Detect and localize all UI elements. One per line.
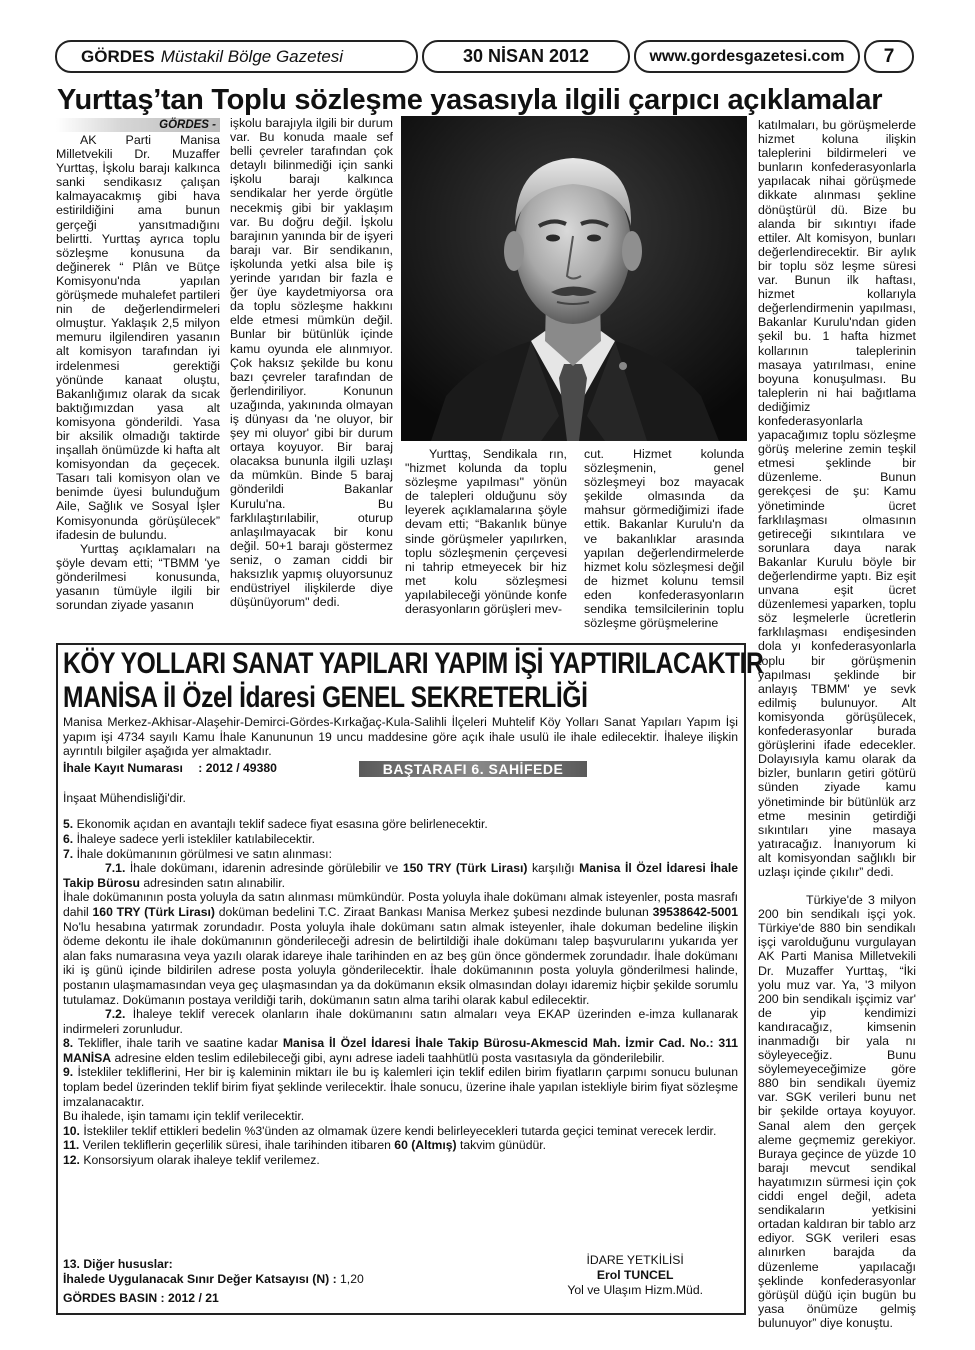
tender-item: 10. İstekliler teklif ettikleri bedelin %3'ünden az olmamak üzere kendi belirleyecekleri tutarda geçici teminat verecek lerdir. bbox=[63, 1123, 717, 1138]
tender-item: 6. İhaleye sadece yerli istekliler katılabilecektir. bbox=[63, 831, 316, 846]
tender-registration bbox=[63, 761, 738, 777]
paper-subtitle: Müstakil Bölge Gazetesi bbox=[160, 46, 344, 66]
article-paragraph: Yurttaş, Sendikala rın, "hizmet kolunda da toplu sözleşme yapılması" yönün de talepleri olduğunu söy leyerek açıklamalarına şöyle devam etti; “Bakanlık bünye sinde görüşmeler yapılırken, toplu sözleşmenin çerçevesi ni tahrip etmeyecek bir hiz met kolu sözleşmesi yapılabileceği yönünde konfe derasyonların görüşleri mev- bbox=[405, 447, 567, 617]
tender-item: 12. Konsorsiyum olarak ihaleye teklif verilemez. bbox=[63, 1153, 320, 1168]
article-paragraph: AK Parti Manisa Milletvekili Dr. Muzaffer Yurttaş, İşkolu barajı kalkınca sanki sendikasız çalışan kalmayacakmış gibi hava estirildiğini ama bunun gerçeği yansıtmadığını belirtti. Yurttaş ayrıca toplu sözleşme konusuna da değinerek “ Plân ve Bütçe Komisyonu'nda yapılan görüşmede muhalefet partileri nin de değerlendirmeleri olmuştur. Yaklaşık 2,5 milyon memuru ilgilendiren yasanın alt komisyon tarafından iyi irdelenmesi gerektiği yönünde kanaat oluştu, Bakanlığımız olarak da sıcak baktığımızdan yasa alt komisyona gönderildi. Yasa bir aksilik olmadığı taktirde inşallah önümüzde ki hafta alt komisyondan da geçecek. Tasarı tali komisyon olan ve benimde üyesi bulunduğum Aile, Sağlık ve Sosyal İşler Komisyonunda görüşülecek” ifadesin de bulundu. bbox=[56, 133, 220, 542]
registration-number: : 2012 / 49380 bbox=[198, 760, 277, 775]
tender-item: 11. Verilen tekliflerin geçerlilik süresi, ihale tarihinden itibaren 60 (Altmış) takvim günüdür. bbox=[63, 1138, 547, 1153]
portrait-illustration bbox=[401, 116, 747, 441]
signature-block: İDARE YETKİLİSİ Erol TUNCEL Yol ve Ulaşım Hizm.Müd. bbox=[567, 1253, 703, 1297]
tender-item: 8. Teklifler, ihale tarih ve saatine kadar Manisa İl Özel İdaresi İhale Takip Bürosu-Akmescid Mah. İzmir Cad. No.: 311 MANİSA adresine elden teslim edilebileceği gibi, aynı adrese iadeli taahhütlü posta vasıtasıyla da gönderilebilir. bbox=[63, 1036, 738, 1065]
tender-item: Bu ihalede, işin tamamı için teklif verilecektir. bbox=[63, 1109, 305, 1124]
article-headline: Yurttaş’tan Toplu sözleşme yasasıyla ilgili çarpıcı açıklamalar bbox=[57, 84, 883, 116]
article-column-5 bbox=[758, 118, 916, 1330]
header-paper-name bbox=[55, 40, 418, 73]
portrait-photo bbox=[401, 116, 747, 441]
article-paragraph: katılmaları, bu görüşmelerde hizmet koluna ilişkin taleplerini bildirmeleri ve bunların konfederasyonlarla yapılacak nihai görüşmede dikkate alınması şekline dönüştürül dü. Bize bu alanda bir sıkıntıyı ifade ettiler. Alt komisyon, bunları değerlendirecektir. Bir aylık bir toplu söz leşme süresi var. Bunun ilk haftası, hizmet kollarıyla değerlendirmenin yapılması, Bakanlar Kurulu'ndan giden şekil bu. 1 hafta hizmet kollarının taleplerinin masaya yatırılması, enine boyuna konuşulması. Bu taleplerin ni hai bağıtlama dediğimiz konfederasyonlarla yapacağımız toplu sözleşme görüş melerine zemin teşkil etmesi şeklinde bir düzenleme. Bunun gerekçesi de şu: Kamu yönetiminde ücret farklılaşması olmasının getireceği sıkıntılara ve sorunlara daya narak Bakanlar Kurulu böyle bir değerlendirme yaptı. Biz eşit unvana eşit ücret düzenlemesi yaparken, toplu söz leşmelerle ücretlerin farklılaşması endişesinden dola yı konfederasyonlarla toplu bir görüşmenin yapılması şeklinde bir anlayış TBMM' ye sevk edilmiş bulunuyor. Alt komisyonda görüşülecek, konfederasyonlar burada görüşlerini ifade edecekler. Dolayısıyla kamu olarak da bizler, bunların getiri götürü sünden ziyade kamu yönetiminde bir bütünlük arz etme mesinin getirdiği sıkıntıları yine masaya yatıracağız. İnanıyorum ki alt komisyondan sağlıklı bir uzlaşı içinde çıkılır” dedi. bbox=[758, 118, 916, 879]
tender-item: İhale dokümanının posta yoluyla da satın alınması mümkündür. Posta yoluyla ihale dokümanı almak isteyenler, posta masrafı dahil 160 TRY (Türk Lirası) doküman bedelini T.C. Ziraat Bankası Manisa Merkez şubesi nezdinde bulunan 39538642-5001 No'lu hesabına yatırmak zorundadır. Posta yoluyla ihale dokümanı satın almak isteyenler, ihale dokuman bedeline ilişkin ödeme dekontu ile ihale dokümanının gönderileceği adresin de belirtildiği ihale dokümanı talep başvurularını yukarıda yer alan faks numarasına veya yazılı olarak idareye ihale tarihinden en az beş gün önce göndermek zorundadır. İhale dokümanı iki iş günü içinde bildirilen adrese posta yoluyla gönderilecektir. İhale dokümanının posta yoluyla gönderilmesi halinde, postanın ulaşmamasından veya geç ulaşmasından ya da dokümanın eksik olmasından dolayı idaremiz hiçbir şekilde sorumlu tutulamaz. Dokümanın postaya verildiği tarih, dokümanın satın alma tarihi olarak kabul edilecektir. bbox=[63, 890, 738, 1007]
article-paragraph: Türkiye'de 3 milyon 200 bin sendikalı işçi yok. Türkiye'de 880 bin sendikalı işçi varolduğunu vurgulayan AK Parti Manisa Milletvekili Dr. Muzaffer Yurttaş, “İki yolu muz var. Ya, '3 milyon 200 bin sendikalı işçimiz var' de yip kendimizi kandıracağız, kimsenin inanmadığı bir yala nı söyleyeceğiz. Bunu söylemeyeceğimize göre 880 bin sendikalı üyemiz var. SGK verileri bunu net bir şekilde ortaya koyuyor. Sanal alem den gerçek aleme geçmemiz gerekiyor. Buraya geçince de yüzde 10 barajı mevcut sendikal hayatımızın sürmesi için çok ciddi engel değil, adeta sendikaların yetkisini ortadan kaldıran bir tablo arz ediyor. SGK verileri esas alınırken barajda da düzenleme yapılacağı şeklinde konfederasyonlar görüşül düğü için bugün bu yasa önümüze gelmiş bulunuyor” diye konuştu. bbox=[758, 893, 916, 1330]
basin-code: GÖRDES BASIN : 2012 / 21 bbox=[63, 1291, 219, 1305]
article-column-4 bbox=[584, 447, 744, 630]
tender-item: 7. İhale dokümanının görülmesi ve satın alınması: bbox=[63, 846, 332, 861]
header-date: 30 NİSAN 2012 bbox=[422, 40, 630, 73]
tender-footer-left: 13. Diğer hususlar: İhalede Uygulanacak Sınır Değer Katsayısı (N) : 1,20 GÖRDES BASIN : 2012 / 21 bbox=[63, 1257, 364, 1305]
tender-item: 9. İstekliler tekliflerini, Her bir iş kaleminin miktarı ile bu iş kalemleri için teklif edilen birim fiyatların çarpımı sonucu bulunan toplam bedel üzerinden teklif birim fiyat şeklinde verilecektir. İhale sonucu, üzerine ihale yapılan istekliyle birim fiyat sözleşme imzalanacaktır. bbox=[63, 1065, 738, 1109]
page-number: 7 bbox=[864, 40, 914, 73]
registration-label: İhale Kayıt Numarası bbox=[63, 760, 183, 775]
article-column-2 bbox=[230, 116, 393, 609]
header-website: www.gordesgazetesi.com bbox=[634, 40, 860, 73]
article-paragraph: cut. Hizmet kolunda sözleşmenin, genel sözleşmeyi boz mayacak şekilde olmasında da mahsur görmediğimizi ifade ettik. Bakanlar Kurulu'n da ve bakanlıklar arasında yapılan değerlendirmelerde hizmet kolu sözleşmesi değil de hizmet kolunu temsil eden konfederasyonların sendika temsilcilerinin toplu sözleşme görüşmelerine bbox=[584, 447, 744, 631]
tender-item: 7.1. İhale dokümanı, idarenin adresinde görülebilir ve 150 TRY (Türk Lirası) karşılığı Manisa İl Özel İdaresi İhale Takip Bürosu adresinden satın alınabilir. bbox=[63, 861, 739, 890]
tender-title: KÖY YOLLARI SANAT YAPILARI YAPIM İŞİ YAPTIRILACAKTIR bbox=[63, 647, 764, 680]
article-column-1 bbox=[56, 118, 220, 612]
tender-text: İnşaat Mühendisliği'dir. bbox=[63, 790, 186, 805]
tender-footer bbox=[63, 1253, 738, 1311]
tender-notice bbox=[56, 643, 764, 1315]
article-kicker: GÖRDES - bbox=[56, 118, 220, 132]
tender-authority: MANİSA İl Özel İdaresi GENEL SEKRETERLİĞİ bbox=[63, 681, 588, 714]
paper-name: GÖRDES bbox=[81, 46, 155, 66]
article-paragraph: Yurttaş açıklamaları na şöyle devam etti; “TBMM 'ye gönderilmesi konusunda, yasanın tümüyle ilgili bir sorundan ziyade yasanın bbox=[56, 541, 220, 613]
article-paragraph: işkolu barajıyla ilgili bir durum var. Bu konuda maale sef belli çevreler tarafından çok detaylı bilinmediği için sanki işkolu barajı kalkınca sendikalar her yerde örgütle necekmiş gibi bir yaklaşım var. Bu doğru değil. İşkolu barajının yanında bir de işyeri barajı var. Bir sendikanın, işkolunda yetki alsa bile iş yerinde yarıdan bir fazla e ğer üye kaydetmiyorsa ora da toplu sözleşme hakkını elde etmesi mümkün değil. Bunlar bir bütünlük içinde kamu oyunda ele alınmıyor. Çok haksız şekilde bu konu bazı çevreler tarafından de ğerlendiriliyor. Konunun uzağında, yakınında olmayan iş dünyası da 'ne oluyor, bir şey mi oluyor' gibi bir durum ortaya koyuyor. Bir baraj olacaksa bununla ilgili uzlaşı da mümkün. Binde 5 baraj gönderildi Bakanlar Kurulu'na. Bu farklılaştırılabilir, oturup anlaşılmayacak bir konu değil. 50+1 barajı göstermez seniz, o zaman ciddi bir haksızlık yapmış oluyorsunuz endüstriyel ilişkilerde diye düşünüyorum" dedi. bbox=[230, 116, 393, 610]
tender-intro: Manisa Merkez-Akhisar-Alaşehir-Demirci-Gördes-Kırkağaç-Kula-Salihli İlçeleri Muhtelif Köy Yolları Sanat Yapıları Yapım İşi yapım işi 4734 sayılı Kamu İhale Kanununun 19 uncu maddesine göre açık ihale usulü ile ihale edilecektir. İhaleye ilişkin ayrıntılı bilgiler aşağıda yer almaktadır. bbox=[63, 715, 738, 759]
tender-item: 7.2. İhaleye teklif verecek olanların ihale dokümanını satın almaları veya EKAP üzerinden e-imza kullanarak indirmeleri zorunludur. bbox=[63, 1007, 739, 1036]
article-column-3 bbox=[405, 447, 567, 616]
tender-item: 5. Ekonomik açıdan en avantajlı teklif sadece fiyat esasına göre belirlenecektir. bbox=[63, 817, 488, 832]
continued-banner: BAŞTARAFI 6. SAHİFEDE bbox=[359, 761, 587, 777]
